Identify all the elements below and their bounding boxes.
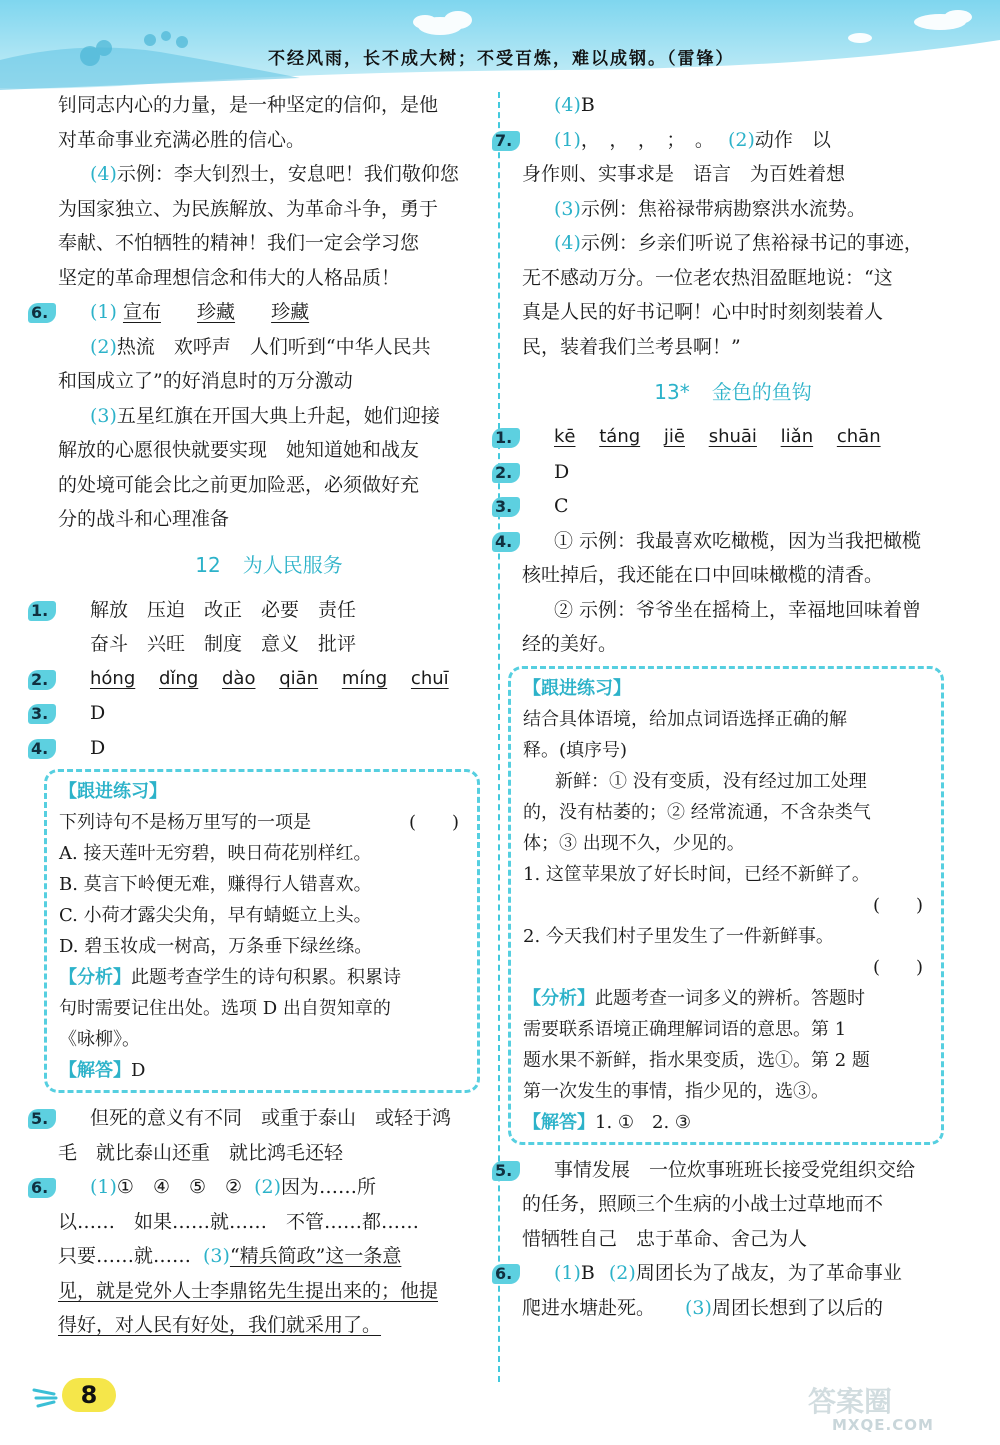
- text-line: 需要联系语境正确理解词语的意思。第 1: [523, 1018, 847, 1040]
- option: C. 小荷才露尖尖角，早有蜻蜓立上头。: [59, 905, 372, 926]
- solution: 【解答】D: [59, 1060, 146, 1081]
- question-number-badge: 1.: [28, 601, 56, 621]
- text-line: 奋斗 兴旺 制度 意义 批评: [90, 633, 357, 655]
- practice-box: [508, 666, 944, 1145]
- text-line: 为国家独立、为民族解放、为革命斗争，勇于: [58, 197, 439, 220]
- question-number-badge: 6.: [28, 1178, 56, 1198]
- text-line: 爬进水塘赴死。 (3)周团长想到了以后的: [522, 1296, 883, 1319]
- text-line: 分的战斗和心理准备: [58, 508, 230, 530]
- question-number-badge: 2.: [28, 670, 56, 690]
- answer-text: 示例：李大钊烈士，安息吧！我们敬仰您: [116, 163, 459, 185]
- question-3: 3. D: [58, 696, 480, 731]
- answer-blank-row: [523, 952, 933, 983]
- watermark-logo: 答案圈: [808, 1385, 893, 1418]
- question-3: 3. C: [522, 489, 944, 524]
- answer-part-4: [58, 157, 480, 192]
- text-line: 体；③ 出现不久，少见的。: [523, 832, 745, 854]
- practice-question: 下列诗句不是杨万里写的一项是 ( ): [59, 807, 469, 838]
- question-number-badge: 1.: [492, 428, 520, 448]
- right-column: [495, 88, 944, 1325]
- question-number-badge: 7.: [492, 131, 520, 151]
- question-number-badge: 6.: [28, 303, 56, 323]
- header-band: [0, 0, 1000, 90]
- lesson-name: 为人民服务: [242, 552, 343, 577]
- part-marker: (1): [90, 301, 117, 323]
- answer-word: 宣布: [122, 301, 161, 323]
- question-number-badge: 2.: [492, 463, 520, 483]
- text-line: 的处境可能会比之前更加险恶，必须做好充: [58, 473, 420, 496]
- text-line: 钊同志内心的力量，是一种坚定的信仰，是他: [58, 94, 439, 116]
- answer-part-2: (2)热流 欢呼声 人们听到“中华人民共: [90, 335, 431, 358]
- left-column: [31, 88, 480, 1343]
- text-line: 和国成立了”的好消息时的万分激动: [58, 370, 353, 392]
- question-number-badge: 5.: [492, 1161, 520, 1181]
- text-line: 见，就是党外人士李鼎铭先生提出来的；他提: [58, 1279, 439, 1302]
- question-number-badge: 3.: [492, 497, 520, 517]
- page-number-decoration-icon: [32, 1384, 62, 1408]
- text-line: 对革命事业充满必胜的信心。: [58, 128, 306, 151]
- answer-blank: ( ): [408, 812, 459, 833]
- question-number-badge: 5.: [28, 1109, 56, 1129]
- practice-question: 结合具体语境，给加点词语选择正确的解: [523, 708, 847, 730]
- practice-tag: 【跟进练习】: [59, 781, 167, 802]
- text-line: 只要……就…… (3)“精兵简政”这一条意: [58, 1245, 402, 1267]
- text-line: 惜牺牲自己 忠于革命、舍己为人: [522, 1227, 808, 1250]
- column-divider: [498, 92, 500, 1382]
- page-number: 8: [62, 1378, 116, 1412]
- answer-blank: ( ): [872, 894, 923, 916]
- analysis: 【分析】此题考查学生的诗句积累。积累诗: [59, 967, 401, 988]
- answer-blank: ( ): [872, 956, 923, 978]
- answer-word: 珍藏: [271, 301, 310, 323]
- lesson-number: 13*: [654, 380, 690, 404]
- sentence-2: 2. 今天我们村子里发生了一件新鲜事。: [523, 925, 834, 947]
- answer-part-4: (4)B: [554, 94, 595, 116]
- question-number-badge: 4.: [492, 532, 520, 552]
- question-number-badge: 6.: [492, 1264, 520, 1284]
- answer-part-3: (3)示例：焦裕禄带病勘察洪水流势。: [554, 197, 866, 220]
- text-line: 经的美好。: [522, 633, 618, 655]
- question-6: 6. (1)B (2)周团长为了战友，为了革命事业: [522, 1256, 944, 1291]
- text-line: 真是人民的好书记啊！心中时时刻刻装着人: [522, 301, 884, 323]
- analysis: 【分析】此题考查一词多义的辨析。答题时: [523, 987, 865, 1009]
- question-6: 6. (1)① ④ ⑤ ② (2)因为……所: [58, 1170, 480, 1205]
- text-line: 毛 就比泰山还重 就比鸿毛还轻: [58, 1141, 344, 1164]
- question-number-badge: 3.: [28, 704, 56, 724]
- lesson-name: 金色的鱼钩: [711, 380, 812, 404]
- question-1: 1. 解放 压迫 改正 必要 责任: [58, 593, 480, 628]
- solution: 【解答】1. ① 2. ③: [523, 1111, 692, 1133]
- question-number-badge: 4.: [28, 739, 56, 759]
- text-line: 的任务，照顾三个生病的小战士过草地而不: [522, 1193, 884, 1215]
- text-line: 无不感动万分。一位老农热泪盈眶地说：“这: [522, 266, 893, 289]
- question-2: 2. hóng dǐng dào qiān míng chuī: [58, 662, 480, 697]
- watermark-url: MXQE.COM: [832, 1416, 934, 1434]
- text-line: 《咏柳》。: [59, 1029, 140, 1050]
- option: A. 接天莲叶无穷碧，映日荷花别样红。: [59, 843, 372, 864]
- text-line: 第一次发生的事情，指少见的，选③。: [523, 1080, 829, 1102]
- question-5: 5. 但死的意义有不同 或重于泰山 或轻于鸿: [58, 1101, 480, 1136]
- question-2: 2. D: [522, 455, 944, 490]
- text-line: 的，没有枯萎的；② 经常流通，不含杂类气: [523, 801, 871, 823]
- practice-tag: 【跟进练习】: [523, 677, 631, 699]
- option: D. 碧玉妆成一树高，万条垂下绿丝绦。: [59, 936, 373, 957]
- option: B. 莫言下岭便无难，赚得行人错喜欢。: [59, 874, 372, 895]
- sentence-1: 1. 这筐苹果放了好长时间，已经不新鲜了。: [523, 863, 870, 885]
- text-line: ② 示例：爷爷坐在摇椅上，幸福地回味着曾: [554, 598, 922, 621]
- answer-blank-row: [523, 890, 933, 921]
- question-1: 1. kē táng jiē shuāi liǎn chān: [522, 420, 944, 455]
- question-6: [31, 295, 480, 330]
- text-line: 得好，对人民有好处，我们就采用了。: [58, 1314, 382, 1336]
- question-5: 5. 事情发展 一位炊事班班长接受党组织交给: [522, 1153, 944, 1188]
- header-motto: 不经风雨，长不成大树；不受百炼，难以成钢。（雷锋）: [268, 49, 735, 69]
- lesson-number: 12: [195, 552, 221, 577]
- text-line: 以…… 如果……就…… 不管……都……: [58, 1210, 420, 1233]
- part-marker: (4): [90, 163, 117, 185]
- answer-part-4: (4)示例：乡亲们听说了焦裕禄书记的事迹，: [554, 232, 923, 254]
- text-line: 身作则、实事求是 语言 为百姓着想: [522, 163, 846, 185]
- answer-part-3: (3)五星红旗在开国大典上升起，她们迎接: [90, 404, 440, 427]
- text-line: 句时需要记住出处。选项 D 出自贺知章的: [59, 998, 391, 1019]
- definition: 新鲜：① 没有变质，没有经过加工处理: [555, 770, 867, 792]
- question-4: 4. D: [58, 731, 480, 766]
- text-line: 题水果不新鲜，指水果变质，选①。第 2 题: [523, 1049, 870, 1071]
- question-4: 4. ① 示例：我最喜欢吃橄榄，因为当我把橄榄: [522, 524, 944, 559]
- text-line: 坚定的革命理想信念和伟大的人格品质！: [58, 266, 401, 289]
- practice-box: [44, 769, 480, 1093]
- text-line: 核吐掉后，我还能在口中回味橄榄的清香。: [522, 564, 884, 586]
- text-line: 奉献、不怕牺牲的精神！我们一定会学习您: [58, 232, 420, 254]
- text-line: 民，装着我们兰考县啊！”: [522, 335, 741, 358]
- text-line: 解放的心愿很快就要实现 她知道她和战友: [58, 439, 420, 461]
- question-7: 7. (1)， ， ， ； 。 (2)动作 以: [522, 123, 944, 158]
- text-line: 释。(填序号): [523, 739, 628, 761]
- answer-word: 珍藏: [197, 301, 236, 323]
- lesson-title: [522, 364, 944, 420]
- lesson-title: [58, 537, 480, 593]
